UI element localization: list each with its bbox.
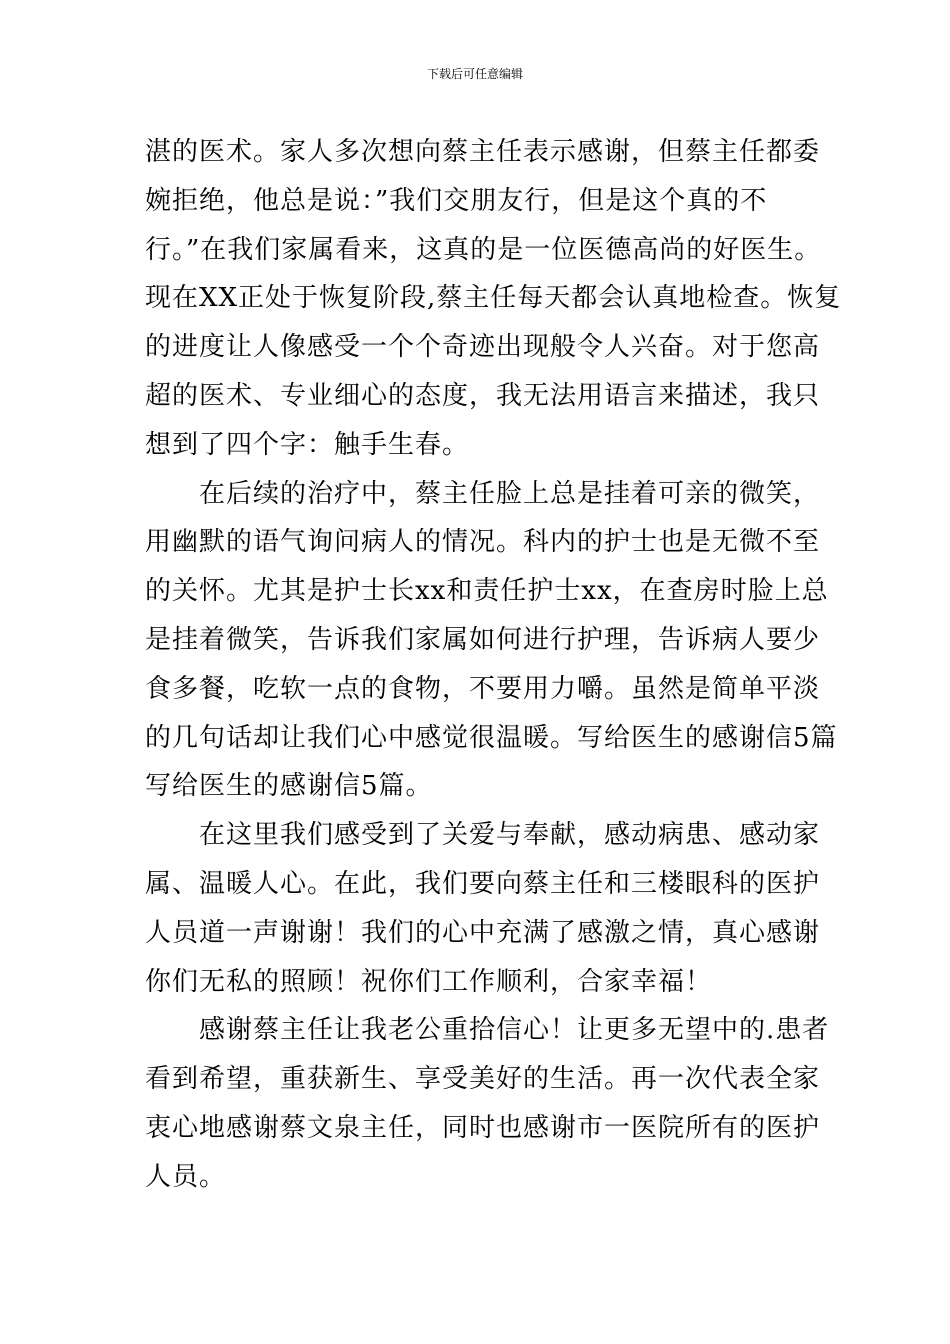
paragraph-3 xyxy=(145,811,835,1006)
text-line: 人员。 xyxy=(145,1161,227,1192)
paragraph-1 xyxy=(145,128,842,470)
paragraph-4 xyxy=(145,1006,835,1201)
text-line: 是挂着微笑，告诉我们家属如何进行护理，告诉病人要少 xyxy=(145,624,821,655)
text-line: 食多餐，吃软一点的食物，不要用力嚼。虽然是简单平淡 xyxy=(145,673,821,704)
text-line: 用幽默的语气询问病人的情况。科内的护士也是无微不至 xyxy=(145,527,821,558)
text-line: 想到了四个字：触手生春。 xyxy=(145,429,470,460)
text-line: 属、温暖人心。在此，我们要向蔡主任和三楼眼科的医护 xyxy=(145,868,821,899)
paragraph-2 xyxy=(145,470,838,812)
text-line: 的进度让人像感受一个个奇迹出现般令人兴奋。对于您高 xyxy=(145,332,821,363)
text-line: 现在XX正处于恢复阶段,蔡主任每天都会认真地检查。恢复 xyxy=(145,283,842,314)
text-line: 的关怀。尤其是护士长xx和责任护士xx，在查房时脸上总 xyxy=(145,576,829,607)
text-line: 你们无私的照顾！祝你们工作顺利，合家幸福！ xyxy=(145,966,713,997)
page-header: 下载后可任意编辑 xyxy=(426,67,523,81)
text-line: 在后续的治疗中，蔡主任脸上总是挂着可亲的微笑， xyxy=(199,478,821,509)
text-line: 衷心地感谢蔡文泉主任，同时也感谢市一医院所有的医护 xyxy=(145,1112,821,1143)
text-line: 湛的医术。家人多次想向蔡主任表示感谢，但蔡主任都委 xyxy=(145,137,821,167)
text-line: 行。”在我们家属看来，这真的是一位医德高尚的好医生。 xyxy=(145,234,822,265)
text-line: 看到希望，重获新生、享受美好的生活。再一次代表全家 xyxy=(145,1064,821,1095)
text-line: 写给医生的感谢信5篇。 xyxy=(145,771,433,802)
text-line: 超的医术、专业细心的态度，我无法用语言来描述，我只 xyxy=(145,380,821,411)
text-line: 在这里我们感受到了关爱与奉献，感动病患、感动家 xyxy=(199,820,821,851)
text-line: 感谢蔡主任让我老公重拾信心！让更多无望中的.患者 xyxy=(199,1015,830,1046)
text-line: 婉拒绝，他总是说：”我们交朋友行，但是这个真的不 xyxy=(145,185,768,216)
text-line: 人员道一声谢谢！我们的心中充满了感激之情，真心感谢 xyxy=(145,917,821,948)
text-line: 的几句话却让我们心中感觉很温暖。写给医生的感谢信5篇 xyxy=(145,722,838,753)
letter-body xyxy=(145,128,842,1202)
